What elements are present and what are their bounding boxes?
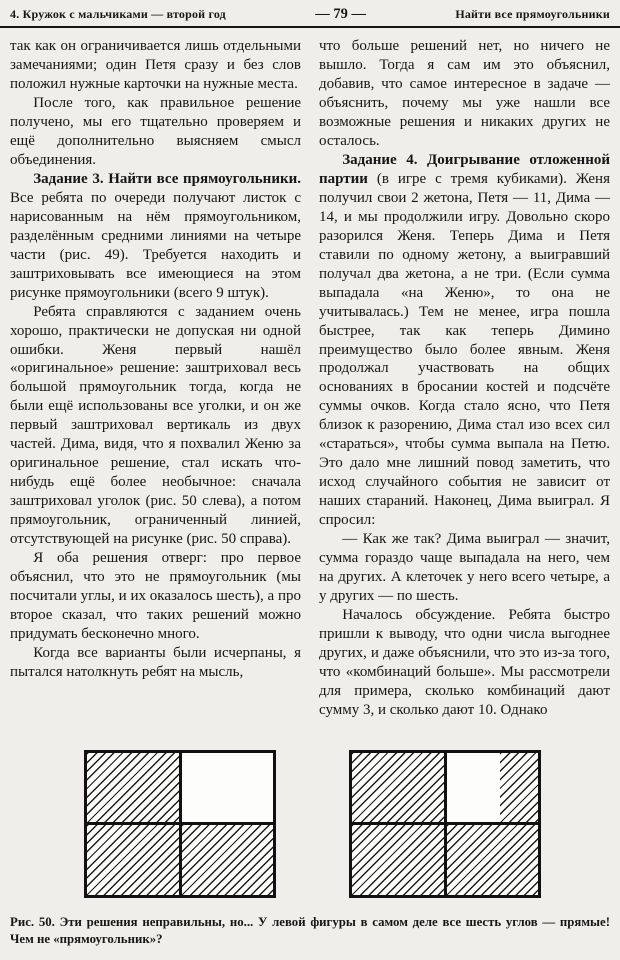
paragraph xyxy=(319,37,610,151)
bold-text-run: Задание 4. Доигрывание отложенной партии xyxy=(319,151,610,187)
running-head xyxy=(0,0,620,28)
figure-left xyxy=(84,750,276,898)
paragraph xyxy=(319,530,610,606)
paragraph xyxy=(319,606,610,720)
text-run: Началось обсуждение. Ребята быстро пришли к выводу, что одни числа выгоднее других, и даже объяснили, что это из-за того, что «комбинаций больше». Мы рассмотрели для примера, сколько комбинаций дают сумму 3, и сколько дают 10. Однако xyxy=(319,607,610,718)
section-title: Найти все прямоугольники xyxy=(455,7,610,21)
text-run: После того, как правильное решение получено, мы его тщательно проверяем и ещё дополнительно выясняем смысл объединения. xyxy=(10,94,301,168)
quadrant-bottom-left xyxy=(352,825,444,895)
text-run: Все ребята по очереди получают листок с нарисованным на нём прямоугольником, разделённым средними линиями на четыре части (рис. 49). Требуется находить и заштриховывать все имеющиеся на этом рисунке прямоугольники (всего 9 штук). xyxy=(10,189,301,301)
bold-text-run: Задание 3. Найти все прямоугольники. xyxy=(33,170,301,187)
paragraph xyxy=(10,644,301,682)
text-run: (в игре с тремя кубиками). Женя получил свои 2 жетона, Петя — 11, Дима — 14, и мы продолжили игру. Довольно скоро разорился Женя. Теперь Дима и Петя ставили по одному жетону, а выигравший получал два жетона, а не три. (Если сумма выпадала «на Женю», то она не учитывалась.) Тем не менее, игра пошла быстрее, так как теперь Димино преимущество было более явным. Женя продолжал участвовать на общих основаниях в бросании костей и подсчёте суммы очков. Когда стало ясно, что Петя близок к разорению, Дима стал изо всех сил «стараться», чтобы сумма выпала на Петю. Это дало мне лишний повод заметить, что исход случайного события не зависит от наших стараний. Наконец, Дима выиграл. Я спросил: xyxy=(319,170,610,529)
quadrant-bottom-right xyxy=(182,825,274,895)
text-run: Ребята справляются с заданием очень хорошо, практически не допуская ни одной ошибки. Женя первый нашёл «оригинальное» решение: заштриховал весь большой прямоугольник тогда, когда не были ещё использованы все уголки, и он же первый заштриховал вертикаль из двух частей. Дима, видя, что я похвалил Женю за оригинальное решение, стал искать что-нибудь ещё более необычное: сначала заштриховал уголок (рис. 50 слева), а потом прямоугольник, ограниченный линией, отсутствующей на рисунке (рис. 50 справа). xyxy=(10,303,301,548)
quadrant-top-right xyxy=(182,753,274,823)
paragraph xyxy=(10,170,301,303)
quadrant-bottom-right xyxy=(447,825,539,895)
quadrant-top-left xyxy=(352,753,444,823)
paragraph xyxy=(10,549,301,644)
quadrant-bottom-left xyxy=(87,825,179,895)
text-run: Я оба решения отверг: про первое объяснил, что это не прямоугольник (мы посчитали углы, и их оказалось шесть), а про второе сказал, что таких решений можно придумать бесконечно много. xyxy=(10,550,301,643)
page-number: — 79 — xyxy=(315,6,367,22)
text-run: что больше решений нет, но ничего не вышло. Тогда я сам им это объяснил, добавив, что самое интересное в задаче — объяснить, почему мы уже нашли все возможные решения и никаких других не осталось. xyxy=(319,38,610,149)
quadrant-top-left xyxy=(87,753,179,823)
text-run: — Как же так? Дима выиграл — значит, сумма гораздо чаще выпадала на него, чем на других. А клеточек у него всего четыре, а у других — по шесть. xyxy=(319,531,610,605)
right-column xyxy=(319,37,610,720)
left-column xyxy=(10,37,301,720)
figure-right xyxy=(349,750,541,898)
text-run: так как он ограничивается лишь отдельными замечаниями; один Петя сразу и без слов положил нужные карточки на нужные места. xyxy=(10,38,301,92)
figure-caption: Рис. 50. Эти решения неправильны, но... У левой фигуры в самом деле все шесть углов — прямые! Чем не «прямоугольник»? xyxy=(10,914,610,946)
text-run: Когда все варианты были исчерпаны, я пытался натолкнуть ребят на мысль, xyxy=(10,645,301,680)
paragraph xyxy=(10,37,301,94)
text-columns xyxy=(0,28,620,720)
paragraph xyxy=(10,94,301,170)
paragraph xyxy=(319,151,610,530)
chapter-title: 4. Кружок с мальчиками — второй год xyxy=(10,7,226,21)
paragraph xyxy=(10,303,301,550)
quadrant-top-right xyxy=(447,753,539,823)
figure-row xyxy=(0,750,620,898)
hatched-strip xyxy=(500,753,538,823)
